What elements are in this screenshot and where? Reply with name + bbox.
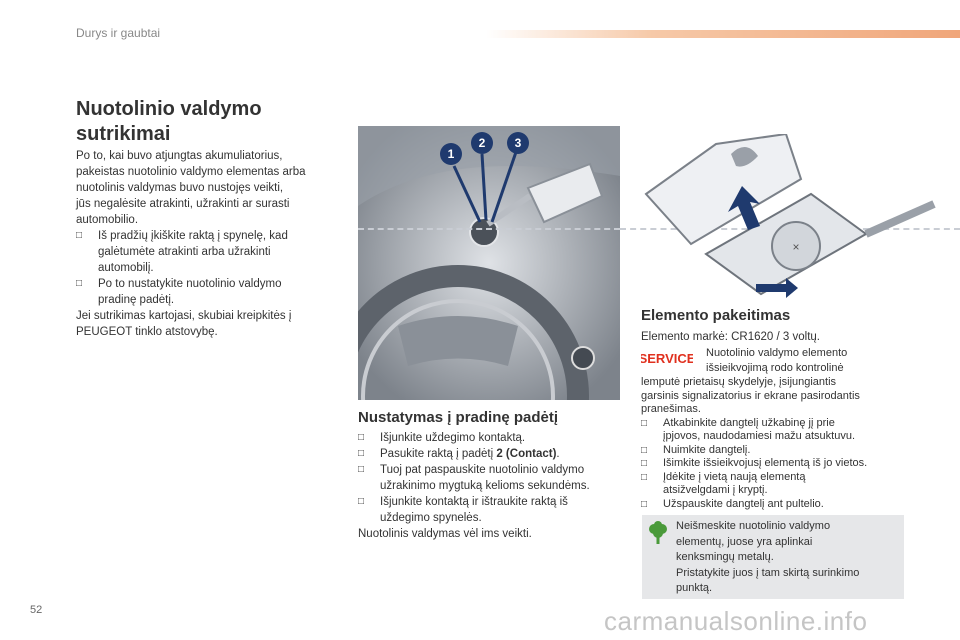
contact-position: 2 (Contact) bbox=[496, 448, 557, 460]
left-title-line1: Nuotolinio valdymo bbox=[76, 98, 262, 120]
right-bullet: □ Įdėkite į vietą naują elementą atsižvelgdami į kryptį. bbox=[641, 470, 806, 496]
car-interior-drawing bbox=[358, 126, 620, 400]
callout-1: 1 bbox=[447, 147, 455, 161]
right-bullet: □ Išimkite išsieikvojusį elementą iš jo vietos. bbox=[641, 457, 868, 469]
right-bullet: □ Užspauskite dangtelį ant pultelio. bbox=[641, 497, 824, 510]
divider-dashed bbox=[358, 228, 620, 230]
checkbox-bullet-icon: □ bbox=[641, 444, 648, 456]
callout-3: 3 bbox=[514, 136, 522, 150]
recycling-note bbox=[642, 515, 904, 599]
page-number: 52 bbox=[30, 604, 43, 616]
header-gradient-bar bbox=[486, 30, 960, 38]
left-body bbox=[76, 148, 326, 340]
checkbox-bullet-icon: □ bbox=[358, 448, 365, 459]
center-body bbox=[358, 430, 618, 542]
checkbox-bullet-icon: □ bbox=[641, 471, 648, 483]
center-bullet: □ Tuoj pat paspauskite nuotolinio valdymo užrakinimo mygtuką kelioms sekundėms. bbox=[358, 464, 590, 492]
battery-type: Elemento markė: CR1620 / 3 voltų. bbox=[641, 331, 820, 343]
center-title: Nustatymas į pradinę padėtį bbox=[358, 409, 559, 426]
right-body: lemputė prietaisų skydelyje, įsijungiantis garsinis signalizatorius ir ekrane pasirodantis pranešimas. □ Atkabinkite dangtelį užkabinę jį prie įpjovos, naudodamiesi mažu atsuktuvu. □ Nuimkite dangtelį. □ Išimkite išsieikvojusį elementą iš jo vietos. □ Įdėkite į vietą naują elementą atsižvelgdami į kryptį. □ Užspauskite dangtelį ant pultelio. bbox=[641, 376, 911, 511]
center-bullet: □ Išjunkite kontaktą ir ištraukite raktą iš uždegimo spynelės. bbox=[358, 496, 568, 524]
tree-eco-icon bbox=[648, 521, 668, 545]
center-outro: Nuotolinis valdymas vėl ims veikti. bbox=[358, 528, 532, 540]
checkbox-bullet-icon: □ bbox=[641, 498, 648, 510]
checkbox-bullet-icon: □ bbox=[76, 230, 83, 241]
checkbox-bullet-icon: □ bbox=[641, 417, 648, 429]
checkbox-bullet-icon: □ bbox=[358, 496, 365, 507]
checkbox-bullet-icon: □ bbox=[641, 458, 648, 469]
right-bullet: □ Atkabinkite dangtelį užkabinę jį prie įpjovos, naudodamiesi mažu atsuktuvu. bbox=[641, 416, 855, 442]
note-text: Neišmeskite nuotolinio valdymo elementų, juose yra aplinkai kenksmingų metalų. Pristatykite juos į tam skirtą surinkimo punktą. bbox=[676, 520, 860, 594]
left-title-line2: sutrikimai bbox=[76, 123, 171, 145]
ignition-key-illustration bbox=[358, 126, 620, 400]
callout-2: 2 bbox=[478, 136, 486, 150]
key-fob-drawing bbox=[636, 134, 936, 304]
left-bullet: □ Po to nustatykite nuotolinio valdymo pradinę padėtį. bbox=[76, 278, 282, 306]
checkbox-bullet-icon: □ bbox=[358, 432, 365, 443]
section-header: Durys ir gaubtai bbox=[76, 26, 161, 40]
left-intro: Po to, kai buvo atjungtas akumuliatorius, pakeistas nuotolinio valdymo elementas arba nuotolinis valdymas buvo nustojęs veikti, jūs negalėsite atrakinti, užrakinti ar surasti automobilio. bbox=[76, 150, 306, 226]
checkbox-bullet-icon: □ bbox=[76, 278, 83, 289]
right-title: Elemento pakeitimas bbox=[641, 307, 791, 324]
center-bullet: □ Pasukite raktą į padėtį 2 (Contact). bbox=[358, 448, 560, 460]
center-bullet: □ Išjunkite uždegimo kontaktą. bbox=[358, 432, 526, 444]
key-battery-illustration bbox=[636, 134, 936, 304]
service-text: Nuotolinio valdymo elemento išsieikvojimą rodo kontrolinė bbox=[706, 347, 848, 374]
left-outro: Jei sutrikimas kartojasi, skubiai kreipkitės į PEUGEOT tinklo atstovybę. bbox=[76, 310, 292, 338]
service-label: SERVICE bbox=[641, 351, 693, 366]
service-warning-icon bbox=[641, 348, 693, 368]
svg-text:×: × bbox=[792, 240, 800, 254]
checkbox-bullet-icon: □ bbox=[358, 464, 365, 475]
watermark: carmanualsonline.info bbox=[604, 606, 868, 636]
right-bullet: □ Nuimkite dangtelį. bbox=[641, 443, 751, 456]
left-bullet: □ Iš pradžių įkiškite raktą į spynelę, kad galėtumėte atrakinti arba užrakinti automobilį. bbox=[76, 230, 288, 274]
